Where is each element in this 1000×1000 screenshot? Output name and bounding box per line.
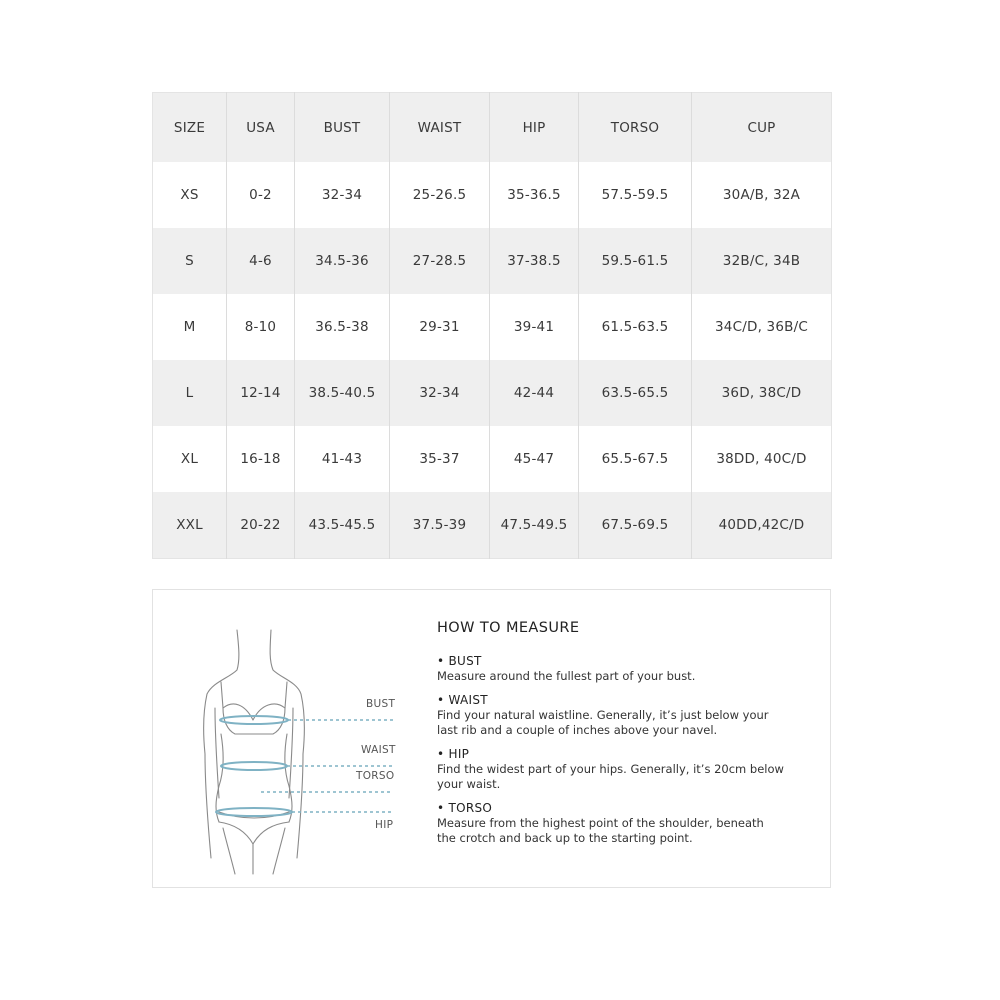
cell-waist: 35-37 [390, 426, 490, 492]
table-row [153, 360, 832, 426]
header-usa: USA [227, 93, 295, 163]
table-row [153, 228, 832, 294]
bust-label: BUST [366, 698, 396, 710]
waist-desc-line: last rib and a couple of inches above your navel. [437, 723, 718, 737]
cell-cup: 36D, 38C/D [692, 360, 832, 426]
cell-hip: 45-47 [490, 426, 579, 492]
cell-size: XS [153, 162, 227, 228]
cell-size: XL [153, 426, 227, 492]
bust-desc-line: Measure around the fullest part of your bust. [437, 669, 696, 683]
cell-torso: 59.5-61.5 [579, 228, 692, 294]
cell-usa: 20-22 [227, 492, 295, 559]
cell-cup: 34C/D, 36B/C [692, 294, 832, 360]
header-bust: BUST [295, 93, 390, 163]
cell-torso: 61.5-63.5 [579, 294, 692, 360]
table-header-row [153, 93, 832, 163]
cell-torso: 65.5-67.5 [579, 426, 692, 492]
cell-bust: 41-43 [295, 426, 390, 492]
waist-instruction [437, 693, 817, 738]
cell-waist: 25-26.5 [390, 162, 490, 228]
hip-desc-line: Find the widest part of your hips. Generally, it’s 20cm below [437, 762, 784, 776]
cell-hip: 39-41 [490, 294, 579, 360]
torso-heading: • TORSO [437, 801, 493, 815]
body-figure [193, 608, 413, 882]
cell-waist: 29-31 [390, 294, 490, 360]
table-row [153, 294, 832, 360]
cell-cup: 30A/B, 32A [692, 162, 832, 228]
cell-usa: 16-18 [227, 426, 295, 492]
table-row [153, 426, 832, 492]
hip-label: HIP [375, 819, 394, 831]
how-to-measure-panel [152, 589, 831, 888]
cell-usa: 0-2 [227, 162, 295, 228]
bust-instruction [437, 654, 817, 684]
bust-heading: • BUST [437, 654, 482, 668]
cell-waist: 37.5-39 [390, 492, 490, 559]
table-row [153, 492, 832, 559]
header-waist: WAIST [390, 93, 490, 163]
cell-cup: 38DD, 40C/D [692, 426, 832, 492]
cell-cup: 40DD,42C/D [692, 492, 832, 559]
cell-torso: 67.5-69.5 [579, 492, 692, 559]
cell-size: S [153, 228, 227, 294]
measure-instructions [437, 620, 817, 855]
torso-label: TORSO [356, 770, 395, 782]
cell-size: XXL [153, 492, 227, 559]
cell-bust: 38.5-40.5 [295, 360, 390, 426]
waist-desc-line: Find your natural waistline. Generally, it’s just below your [437, 708, 769, 722]
cell-usa: 8-10 [227, 294, 295, 360]
cell-bust: 36.5-38 [295, 294, 390, 360]
cell-waist: 32-34 [390, 360, 490, 426]
cell-bust: 34.5-36 [295, 228, 390, 294]
body-outline-illustration [193, 608, 413, 878]
cell-size: M [153, 294, 227, 360]
cell-hip: 37-38.5 [490, 228, 579, 294]
table-row [153, 162, 832, 228]
cell-usa: 4-6 [227, 228, 295, 294]
cell-usa: 12-14 [227, 360, 295, 426]
waist-label: WAIST [361, 744, 396, 756]
torso-instruction [437, 801, 817, 846]
hip-heading: • HIP [437, 747, 470, 761]
cell-hip: 47.5-49.5 [490, 492, 579, 559]
cell-hip: 42-44 [490, 360, 579, 426]
torso-desc-line: the crotch and back up to the starting point. [437, 831, 693, 845]
cell-torso: 57.5-59.5 [579, 162, 692, 228]
header-cup: CUP [692, 93, 832, 163]
cell-bust: 32-34 [295, 162, 390, 228]
cell-size: L [153, 360, 227, 426]
how-to-measure-title: HOW TO MEASURE [437, 620, 580, 636]
hip-instruction [437, 747, 817, 792]
hip-desc-line: your waist. [437, 777, 501, 791]
header-size: SIZE [153, 93, 227, 163]
header-hip: HIP [490, 93, 579, 163]
cell-bust: 43.5-45.5 [295, 492, 390, 559]
torso-desc-line: Measure from the highest point of the shoulder, beneath [437, 816, 764, 830]
cell-hip: 35-36.5 [490, 162, 579, 228]
header-torso: TORSO [579, 93, 692, 163]
cell-cup: 32B/C, 34B [692, 228, 832, 294]
waist-heading: • WAIST [437, 693, 488, 707]
cell-torso: 63.5-65.5 [579, 360, 692, 426]
size-chart-table [152, 92, 832, 559]
cell-waist: 27-28.5 [390, 228, 490, 294]
